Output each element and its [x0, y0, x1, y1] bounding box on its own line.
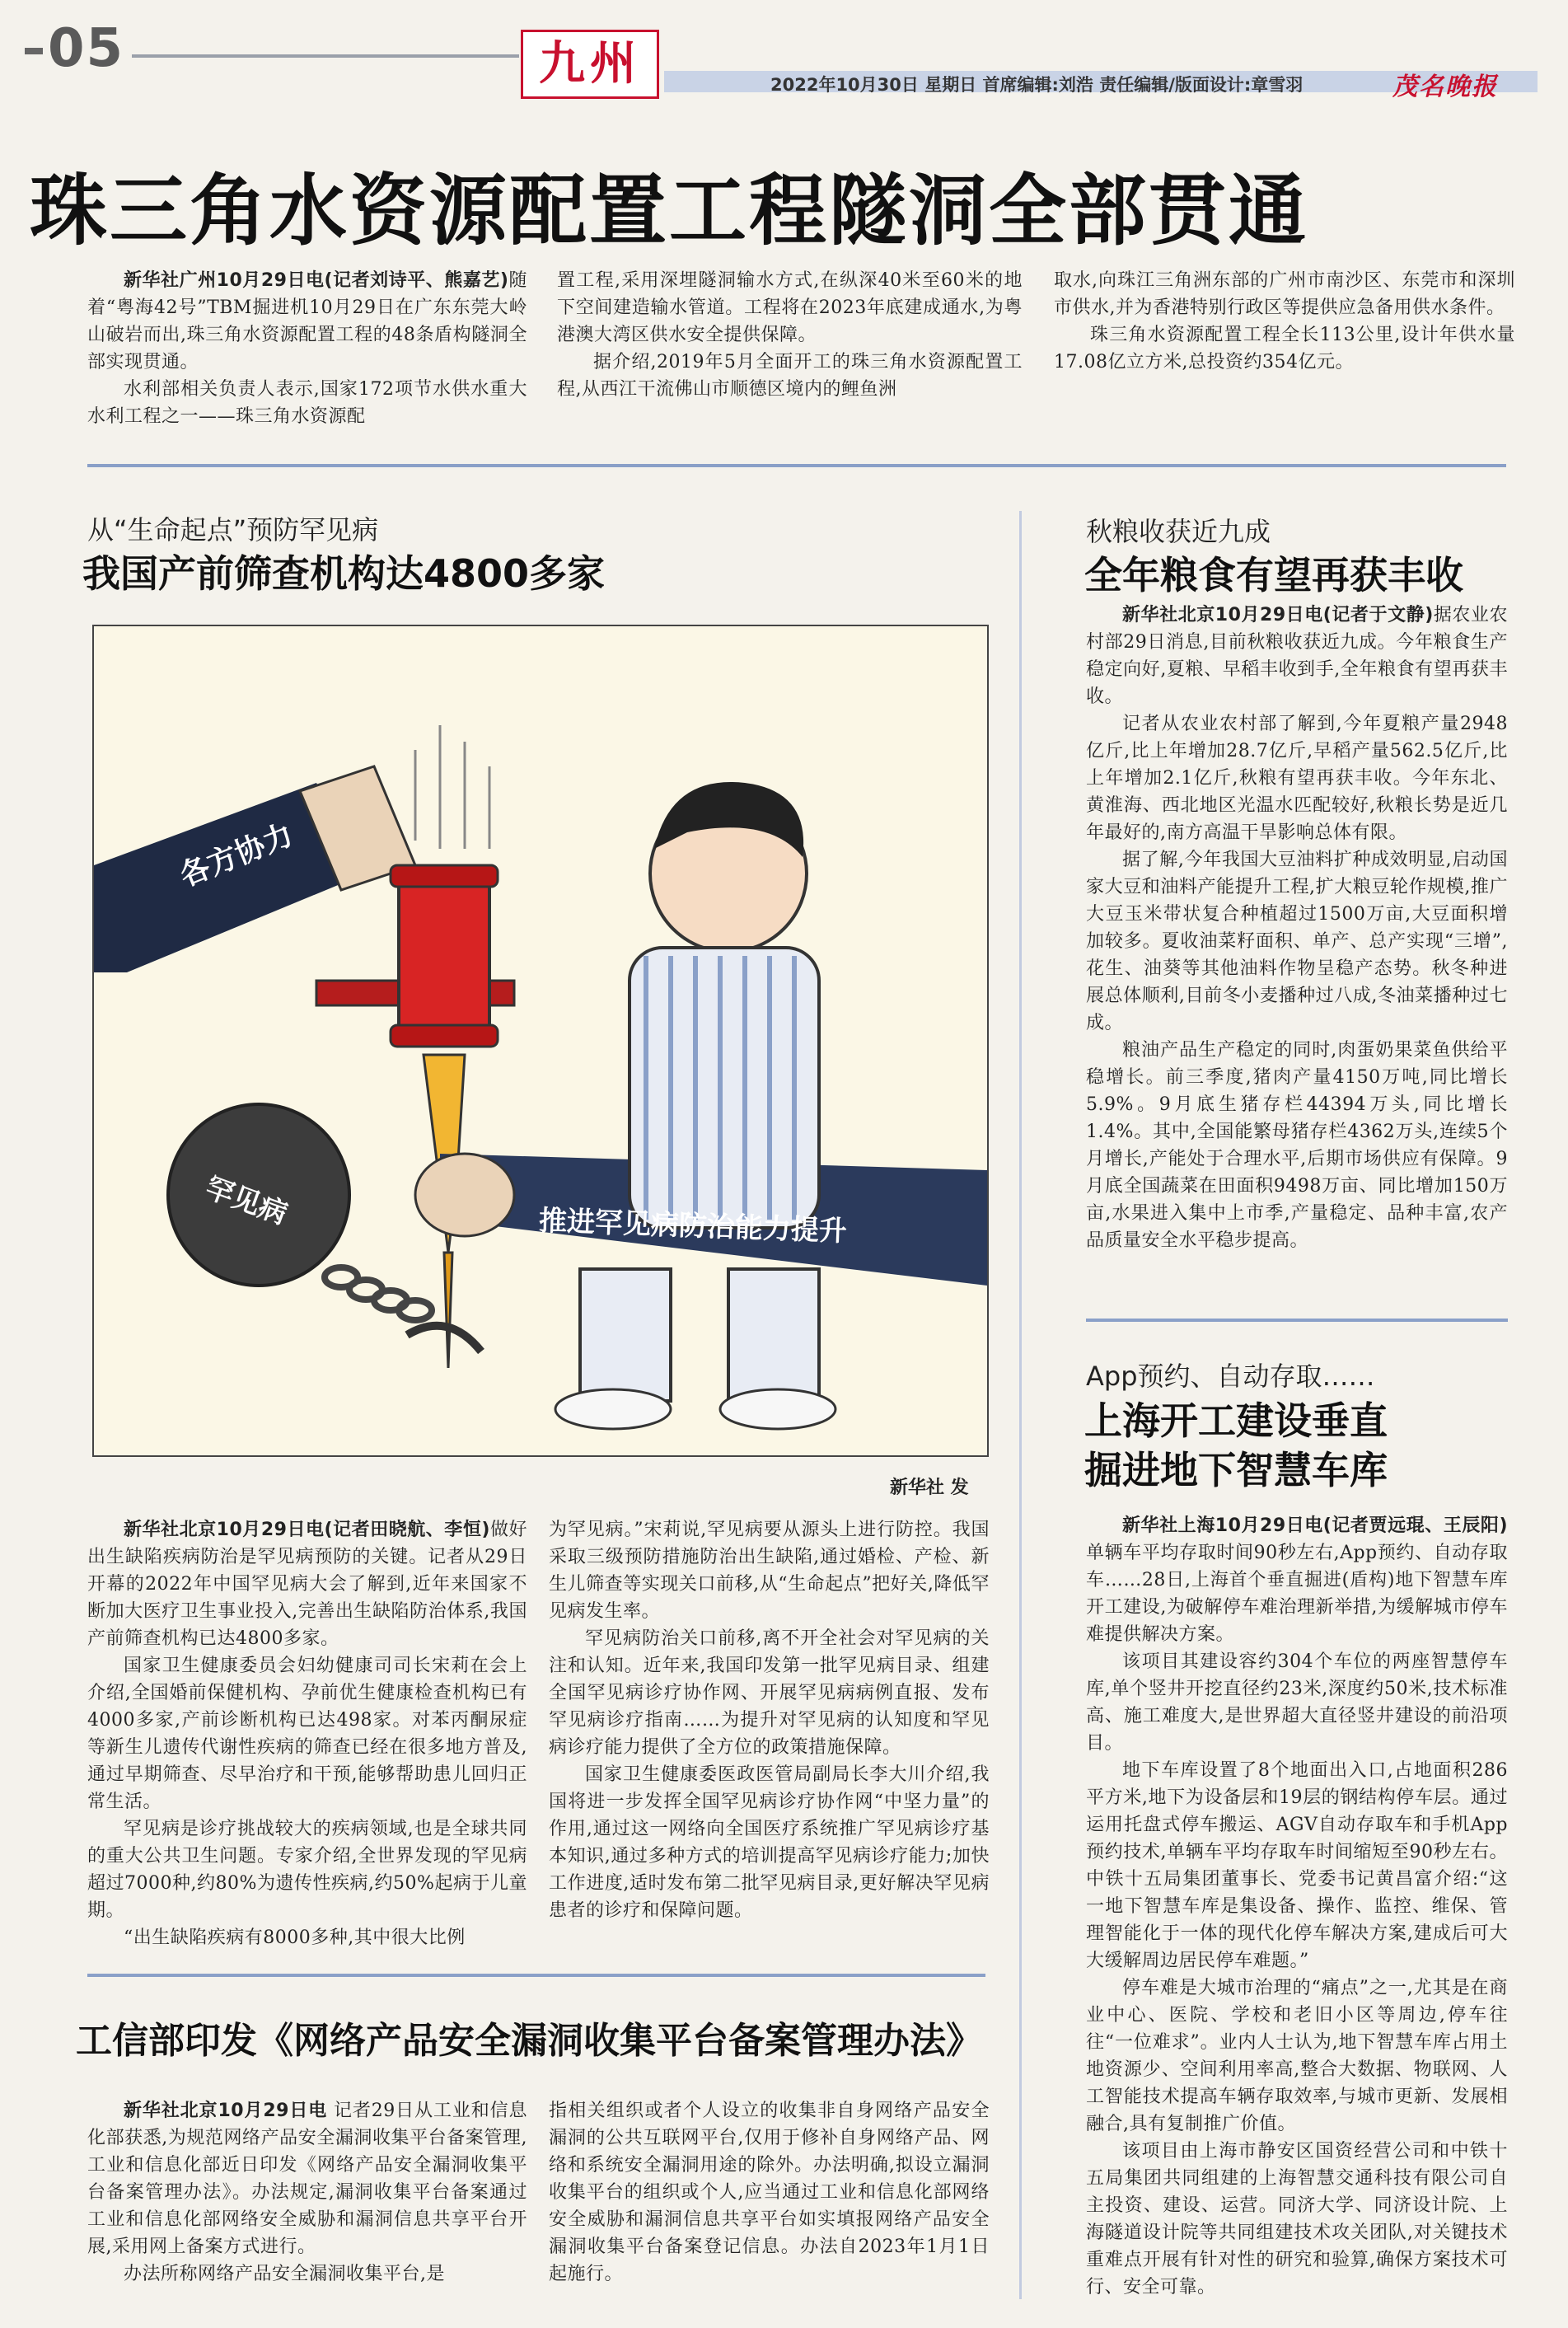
cartoon-illustration	[94, 626, 987, 1455]
grain-body: 新华社北京10月29日电(记者于文静)据农业农村部29日消息,目前秋粮收获近九成。今年粮食生产稳定向好,夏粮、早稻丰收到手,全年粮食有望再获丰收。 记者从农业农村部了解到,今年夏粮产量2948亿斤,比上年增加28.7亿斤,早稻产量562.5亿斤,比上年增加2.1亿斤,秋粮有望再获丰收。今年东北、黄淮海、西北地区光温水匹配较好,秋粮长势是近几年最好的,南方高温干旱影响总体有限。 据了解,今年我国大豆油料扩种成效明显,启动国家大豆和油料产能提升工程,扩大粮豆轮作规模,推广大豆玉米带状复合种植超过1500万亩,大豆面积增加较多。夏收油菜籽面积、单产、总产实现“三增”,花生、油葵等其他油料作物呈稳产态势。秋冬种进展总体顺利,目前冬小麦播种过八成,冬油菜播种过七成。 粮油产品生产稳定的同时,肉蛋奶果菜鱼供给平稳增长。前三季度,猪肉产量4150万吨,同比增长5.9%。9月底生猪存栏44394万头,同比增长1.4%。其中,全国能繁母猪存栏4362万头,连续5个月增长,产能处于合理水平,后期市场供应有保障。9月底全国蔬菜在田面积9498万亩、同比增加150万亩,水果进入集中上市季,产量稳定、品种丰富,农产品质量安全水平稳步提高。	[1086, 605, 1508, 1251]
cartoon-credit: 新华社 发	[890, 1478, 969, 1498]
miit-dateline: 新华社北京10月29日电	[124, 2101, 328, 2121]
divider	[87, 464, 1506, 467]
miit-col-2: 指相关组织或者个人设立的收集非自身网络产品安全漏洞的公共互联网平台,仅用于修补自身网络产品、网络和系统安全漏洞用途的除外。办法明确,拟设立漏洞收集平台的组织或个人,应当通过工业和信息化部网络安全威胁和漏洞信息共享平台如实填报网络产品安全漏洞收集平台备案登记信息。办法自2023年1月1日起施行。	[549, 2101, 990, 2284]
column-divider	[1019, 511, 1022, 2299]
lead-headline: 珠三角水资源配置工程隧洞全部贯通	[30, 166, 1309, 256]
date-info: 2022年10月30日 星期日 首席编辑:刘浩 责任编辑/版面设计:章雪羽	[770, 75, 1304, 95]
divider	[1086, 1319, 1508, 1322]
divider	[87, 1974, 985, 1977]
rare-dateline: 新华社北京10月29日电(记者田晓航、李恒)	[124, 1520, 490, 1540]
cartoon-label-ball: 罕见病	[201, 1171, 292, 1232]
lead-col-3: 取水,向珠江三角洲东部的广州市南沙区、东莞市和深圳市供水,并为香港特别行政区等提供应急备用供水条件。 珠三角水资源配置工程全长113公里,设计年供水量17.08亿立方米,总投资约354亿元。	[1054, 270, 1515, 372]
miit-headline: 工信部印发《网络产品安全漏洞收集平台备案管理办法》	[76, 2020, 982, 2062]
cartoon-label-sleeve: 推进罕见病防治能力提升	[538, 1204, 848, 1248]
section-badge: 九州	[521, 30, 659, 99]
garage-kicker: App预约、自动存取……	[1086, 1361, 1375, 1392]
cartoon	[92, 625, 989, 1457]
garage-headline-1: 上海开工建设垂直	[1084, 1398, 1388, 1443]
lead-dateline: 新华社广州10月29日电(记者刘诗平、熊嘉艺)	[124, 270, 509, 291]
miit-col-1: 新华社北京10月29日电 记者29日从工业和信息化部获悉,为规范网络产品安全漏洞收集平台备案管理,工业和信息化部近日印发《网络产品安全漏洞收集平台备案管理办法》。办法规定,漏洞收集平台备案通过工业和信息化部网络安全威胁和漏洞信息共享平台开展,采用网上备案方式进行。 办法所称网络产品安全漏洞收集平台,是	[87, 2101, 528, 2284]
rare-col-2: 为罕见病。”宋莉说,罕见病要从源头上进行防控。我国采取三级预防措施防治出生缺陷,通过婚检、产检、新生儿筛查等实现关口前移,从“生命起点”把好关,降低罕见病发生率。 罕见病防治关口前移,离不开全社会对罕见病的关注和认知。近年来,我国印发第一批罕见病目录、组建全国罕见病诊疗协作网、开展罕见病病例直报、发布罕见病诊疗指南……为提升对罕见病的认知度和罕见病诊疗能力提供了全方位的政策措施保障。 国家卫生健康委医政医管局副局长李大川介绍,我国将进一步发挥全国罕见病诊疗协作网“中坚力量”的作用,通过这一网络向全国医疗系统推广罕见病诊疗基本知识,通过多种方式的培训提高罕见病诊疗能力;加快工作进度,适时发布第二批罕见病目录,更好解决罕见病患者的诊疗和保障问题。	[549, 1520, 990, 1921]
rare-kicker: 从“生命起点”预防罕见病	[87, 514, 379, 546]
garage-headline-2: 掘进地下智慧车库	[1084, 1448, 1388, 1492]
cartoon-label-arm: 各方协力	[175, 817, 298, 894]
rare-headline: 我国产前筛查机构达4800多家	[82, 551, 606, 596]
page-number: 05	[25, 18, 124, 79]
garage-body: 新华社上海10月29日电(记者贾远琨、王辰阳)单辆车平均存取时间90秒左右,App预约、自动存取车……28日,上海首个垂直掘进(盾构)地下智慧车库开工建设,为破解停车难治理新举措,为缓解城市停车难提供解决方案。 该项目其建设容约304个车位的两座智慧停车库,单个竖井开挖直径约23米,深度约50米,技术标准高、施工难度大,是世界超大直径竖井建设的前沿项目。 地下车库设置了8个地面出入口,占地面积286平方米,地下为设备层和19层的钢结构停车层。通过运用托盘式停车搬运、AGV自动存取车和手机App预约技术,单辆车平均存取车时间缩短至90秒左右。中铁十五局集团董事长、党委书记黄昌富介绍:“这一地下智慧车库是集设备、操作、监控、维保、管理智能化于一体的现代化停车解决方案,建成后可大大缓解周边居民停车难题。” 停车难是大城市治理的“痛点”之一,尤其是在商业中心、医院、学校和老旧小区等周边,停车往往“一位难求”。业内人士认为,地下智慧车库占用土地资源少、空间利用率高,整合大数据、物联网、人工智能技术提高车辆存取效率,与城市更新、发展相融合,具有复制推广价值。 该项目由上海市静安区国资经营公司和中铁十五局集团共同组建的上海智慧交通科技有限公司自主投资、建设、运营。同济大学、同济设计院、上海隧道设计院等共同组建技术攻关团队,对关键技术重难点开展有针对性的研究和验算,确保方案技术可行、安全可靠。	[1086, 1515, 1508, 2298]
garage-dateline: 新华社上海10月29日电(记者贾远琨、王辰阳)	[1122, 1515, 1508, 1536]
grain-dateline: 新华社北京10月29日电(记者于文静)	[1122, 605, 1434, 625]
rare-col-1: 新华社北京10月29日电(记者田晓航、李恒)做好出生缺陷疾病防治是罕见病预防的关键。记者从29日开幕的2022年中国罕见病大会了解到,近年来国家不断加大医疗卫生事业投入,完善出生缺陷防治体系,我国产前筛查机构已达4800多家。 国家卫生健康委员会妇幼健康司司长宋莉在会上介绍,全国婚前保健机构、孕前优生健康检查机构已有4000多家,产前诊断机构已达498家。对苯丙酮尿症等新生儿遗传代谢性疾病的筛查已经在很多地方普及,通过早期筛查、尽早治疗和干预,能够帮助患儿回归正常生活。 罕见病是诊疗挑战较大的疾病领域,也是全球共同的重大公共卫生问题。专家介绍,全世界发现的罕见病超过7000种,约80%为遗传性疾病,约50%起病于儿童期。 “出生缺陷疾病有8000多种,其中很大比例	[87, 1520, 527, 1948]
lead-col-1: 新华社广州10月29日电(记者刘诗平、熊嘉艺)随着“粤海42号”TBM掘进机10月29日在广东东莞大岭山破岩而出,珠三角水资源配置工程的48条盾构隧洞全部实现贯通。 水利部相关负责人表示,国家172项节水供水重大水利工程之一——珠三角水资源配	[87, 270, 527, 427]
grain-headline: 全年粮食有望再获丰收	[1084, 553, 1463, 597]
lead-col-2: 置工程,采用深埋隧洞输水方式,在纵深40米至60米的地下空间建造输水管道。工程将在2023年底建成通水,为粤港澳大湾区供水安全提供保障。 据介绍,2019年5月全面开工的珠三角水资源配置工程,从西江干流佛山市顺德区境内的鲤鱼洲	[557, 270, 1023, 400]
grain-kicker: 秋粮收获近九成	[1086, 516, 1271, 547]
paper-logo: 茂名晚报	[1392, 73, 1498, 101]
